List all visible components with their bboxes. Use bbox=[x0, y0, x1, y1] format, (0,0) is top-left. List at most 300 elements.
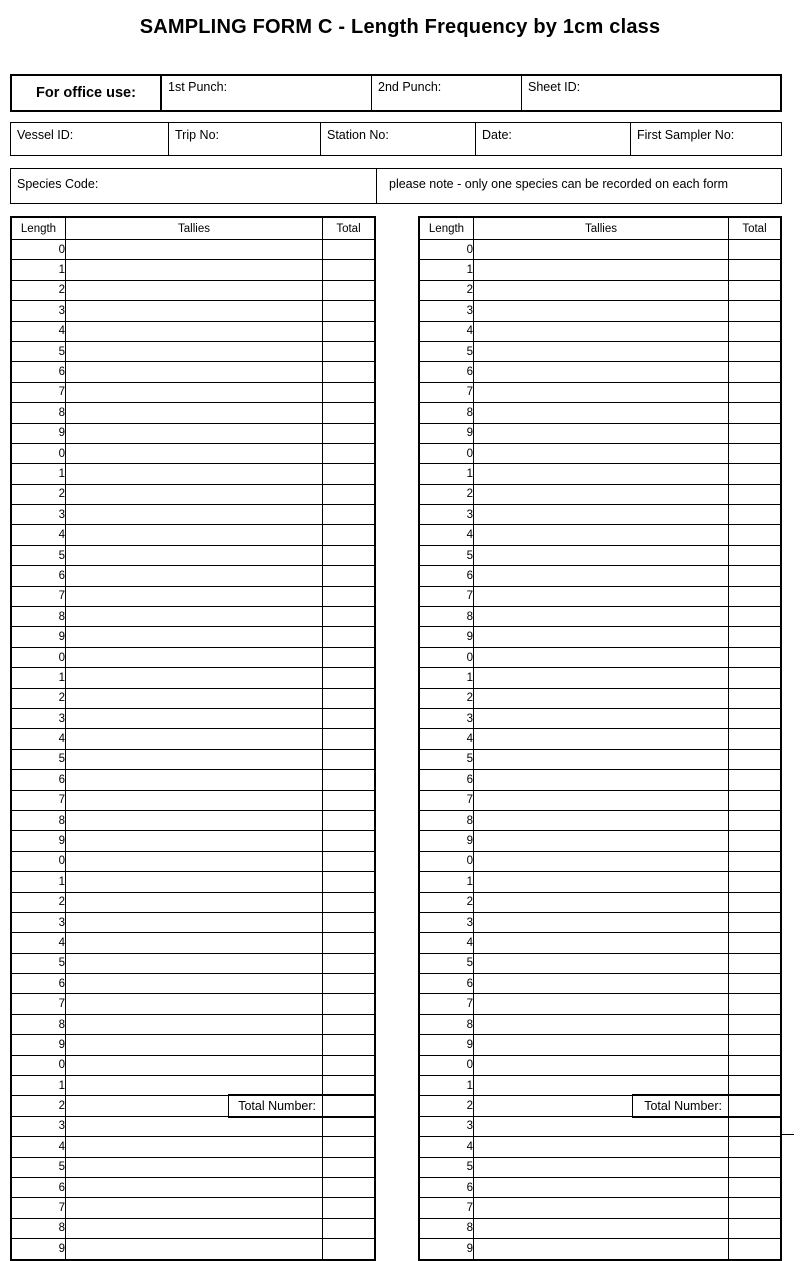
total-cell[interactable] bbox=[323, 464, 375, 484]
table-row bbox=[12, 607, 375, 627]
tallies-cell[interactable] bbox=[474, 994, 729, 1014]
tallies-cell[interactable] bbox=[474, 566, 729, 586]
table-row bbox=[420, 912, 781, 932]
total-cell[interactable] bbox=[729, 1035, 781, 1055]
tallies-cell[interactable] bbox=[474, 912, 729, 932]
table-row bbox=[12, 708, 375, 728]
length-cell: 8 bbox=[420, 1218, 474, 1238]
tallies-cell[interactable] bbox=[66, 566, 323, 586]
total-cell[interactable] bbox=[729, 872, 781, 892]
length-cell: 9 bbox=[12, 423, 66, 443]
total-cell[interactable] bbox=[323, 892, 375, 912]
tallies-cell[interactable] bbox=[66, 1157, 323, 1177]
tallies-cell[interactable] bbox=[66, 647, 323, 667]
total-cell[interactable] bbox=[729, 912, 781, 932]
tallies-cell[interactable] bbox=[66, 790, 323, 810]
length-cell: 3 bbox=[12, 301, 66, 321]
total-number-input-left[interactable] bbox=[323, 1095, 375, 1117]
total-cell[interactable] bbox=[323, 708, 375, 728]
total-cell[interactable] bbox=[323, 1177, 375, 1197]
length-cell: 3 bbox=[12, 1116, 66, 1136]
tallies-cell[interactable] bbox=[66, 770, 323, 790]
length-cell: 6 bbox=[420, 974, 474, 994]
tallies-cell[interactable] bbox=[474, 627, 729, 647]
total-cell[interactable] bbox=[729, 831, 781, 851]
tallies-cell[interactable] bbox=[66, 668, 323, 688]
total-number-left bbox=[228, 1094, 376, 1118]
length-cell: 9 bbox=[420, 423, 474, 443]
tallies-cell[interactable] bbox=[474, 729, 729, 749]
tallies-cell[interactable] bbox=[66, 382, 323, 402]
total-cell[interactable] bbox=[729, 382, 781, 402]
total-cell[interactable] bbox=[323, 831, 375, 851]
length-cell: 8 bbox=[12, 810, 66, 830]
tallies-cell[interactable] bbox=[474, 301, 729, 321]
table-row bbox=[420, 749, 781, 769]
total-cell[interactable] bbox=[729, 607, 781, 627]
length-cell: 5 bbox=[420, 749, 474, 769]
table-row bbox=[12, 1198, 375, 1218]
total-cell[interactable] bbox=[323, 872, 375, 892]
length-cell: 0 bbox=[12, 851, 66, 871]
total-cell[interactable] bbox=[729, 341, 781, 361]
total-cell[interactable] bbox=[323, 749, 375, 769]
tallies-cell[interactable] bbox=[474, 280, 729, 300]
table-row bbox=[12, 790, 375, 810]
length-cell: 1 bbox=[420, 668, 474, 688]
tallies-cell[interactable] bbox=[66, 1035, 323, 1055]
total-cell[interactable] bbox=[729, 1055, 781, 1075]
tallies-cell[interactable] bbox=[474, 1055, 729, 1075]
tallies-cell[interactable] bbox=[66, 443, 323, 463]
table-row bbox=[12, 464, 375, 484]
total-cell[interactable] bbox=[323, 1239, 375, 1259]
total-cell[interactable] bbox=[323, 382, 375, 402]
tallies-cell[interactable] bbox=[66, 1055, 323, 1075]
total-cell[interactable] bbox=[729, 240, 781, 260]
total-cell[interactable] bbox=[323, 729, 375, 749]
tallies-cell[interactable] bbox=[66, 851, 323, 871]
table-row bbox=[420, 464, 781, 484]
table-row bbox=[420, 566, 781, 586]
length-cell: 8 bbox=[12, 1218, 66, 1238]
total-cell[interactable] bbox=[729, 260, 781, 280]
tallies-cell[interactable] bbox=[474, 770, 729, 790]
tallies-cell[interactable] bbox=[474, 1239, 729, 1259]
tallies-cell[interactable] bbox=[474, 240, 729, 260]
total-cell[interactable] bbox=[729, 362, 781, 382]
tallies-cell[interactable] bbox=[66, 1014, 323, 1034]
total-cell[interactable] bbox=[323, 627, 375, 647]
table-row bbox=[12, 403, 375, 423]
tallies-cell[interactable] bbox=[66, 301, 323, 321]
trip-no-field[interactable]: Trip No: bbox=[169, 123, 321, 155]
tallies-cell[interactable] bbox=[474, 851, 729, 871]
total-cell[interactable] bbox=[729, 1218, 781, 1238]
total-cell[interactable] bbox=[323, 484, 375, 504]
total-cell[interactable] bbox=[323, 953, 375, 973]
tallies-cell[interactable] bbox=[474, 484, 729, 504]
tallies-cell[interactable] bbox=[474, 688, 729, 708]
tallies-cell[interactable] bbox=[66, 260, 323, 280]
tallies-cell[interactable] bbox=[66, 729, 323, 749]
tallies-cell[interactable] bbox=[474, 382, 729, 402]
total-cell[interactable] bbox=[323, 362, 375, 382]
total-cell[interactable] bbox=[323, 545, 375, 565]
tallies-cell[interactable] bbox=[66, 1137, 323, 1157]
total-cell[interactable] bbox=[323, 586, 375, 606]
tallies-cell[interactable] bbox=[474, 1076, 729, 1096]
length-cell: 4 bbox=[420, 525, 474, 545]
total-cell[interactable] bbox=[323, 810, 375, 830]
length-cell: 1 bbox=[12, 260, 66, 280]
length-cell: 7 bbox=[420, 586, 474, 606]
length-cell: 8 bbox=[420, 1014, 474, 1034]
table-row bbox=[420, 729, 781, 749]
length-cell: 2 bbox=[12, 1096, 66, 1116]
length-cell: 7 bbox=[420, 382, 474, 402]
table-row bbox=[420, 545, 781, 565]
table-row bbox=[12, 933, 375, 953]
total-number-input-right[interactable] bbox=[729, 1095, 781, 1117]
total-cell[interactable] bbox=[729, 464, 781, 484]
tallies-cell[interactable] bbox=[66, 321, 323, 341]
tallies-cell[interactable] bbox=[474, 1218, 729, 1238]
table-row bbox=[420, 790, 781, 810]
tallies-cell[interactable] bbox=[474, 1177, 729, 1197]
tallies-cell[interactable] bbox=[474, 443, 729, 463]
total-cell[interactable] bbox=[729, 790, 781, 810]
table-row bbox=[420, 301, 781, 321]
total-cell[interactable] bbox=[729, 280, 781, 300]
total-cell[interactable] bbox=[323, 912, 375, 932]
total-number-label: Total Number: bbox=[633, 1095, 729, 1117]
table-row bbox=[420, 872, 781, 892]
date-field[interactable]: Date: bbox=[476, 123, 631, 155]
table-row bbox=[12, 749, 375, 769]
tallies-cell[interactable] bbox=[474, 341, 729, 361]
length-cell: 8 bbox=[420, 403, 474, 423]
tallies-cell[interactable] bbox=[66, 831, 323, 851]
total-cell[interactable] bbox=[729, 484, 781, 504]
total-cell[interactable] bbox=[323, 341, 375, 361]
total-cell[interactable] bbox=[729, 749, 781, 769]
table-row bbox=[12, 953, 375, 973]
length-cell: 6 bbox=[12, 566, 66, 586]
total-cell[interactable] bbox=[729, 1239, 781, 1259]
table-row bbox=[12, 1157, 375, 1177]
total-cell[interactable] bbox=[323, 1137, 375, 1157]
total-cell[interactable] bbox=[729, 443, 781, 463]
total-cell[interactable] bbox=[323, 301, 375, 321]
table-row bbox=[12, 566, 375, 586]
tallies-cell[interactable] bbox=[474, 260, 729, 280]
tallies-cell[interactable] bbox=[474, 647, 729, 667]
total-cell[interactable] bbox=[323, 1076, 375, 1096]
total-cell[interactable] bbox=[323, 790, 375, 810]
total-cell[interactable] bbox=[729, 566, 781, 586]
tallies-cell[interactable] bbox=[66, 953, 323, 973]
total-cell[interactable] bbox=[323, 688, 375, 708]
header-tallies: Tallies bbox=[66, 218, 323, 240]
tallies-cell[interactable] bbox=[474, 831, 729, 851]
table-row bbox=[12, 688, 375, 708]
total-cell[interactable] bbox=[323, 280, 375, 300]
second-punch-field[interactable]: 2nd Punch: bbox=[372, 76, 522, 110]
vessel-details-row bbox=[10, 122, 782, 156]
table-row bbox=[420, 1116, 781, 1136]
total-cell[interactable] bbox=[729, 974, 781, 994]
total-cell[interactable] bbox=[729, 770, 781, 790]
header-length: Length bbox=[12, 218, 66, 240]
tallies-cell[interactable] bbox=[474, 872, 729, 892]
first-punch-field[interactable]: 1st Punch: bbox=[162, 76, 372, 110]
tallies-cell[interactable] bbox=[474, 1035, 729, 1055]
tallies-cell[interactable] bbox=[474, 790, 729, 810]
tallies-cell[interactable] bbox=[474, 505, 729, 525]
total-cell[interactable] bbox=[323, 1218, 375, 1238]
table-header-row bbox=[420, 218, 781, 240]
tallies-cell[interactable] bbox=[66, 240, 323, 260]
tallies-cell[interactable] bbox=[66, 1218, 323, 1238]
length-cell: 6 bbox=[420, 362, 474, 382]
total-cell[interactable] bbox=[323, 933, 375, 953]
tallies-cell[interactable] bbox=[474, 810, 729, 830]
tallies-cell[interactable] bbox=[474, 953, 729, 973]
tallies-cell[interactable] bbox=[474, 1137, 729, 1157]
table-row bbox=[420, 362, 781, 382]
length-cell: 2 bbox=[12, 280, 66, 300]
total-cell[interactable] bbox=[323, 994, 375, 1014]
length-cell: 2 bbox=[420, 892, 474, 912]
first-sampler-no-field[interactable]: First Sampler No: bbox=[637, 128, 735, 142]
length-cell: 0 bbox=[420, 1055, 474, 1075]
tallies-cell[interactable] bbox=[66, 586, 323, 606]
tallies-cell[interactable] bbox=[474, 464, 729, 484]
total-cell[interactable] bbox=[729, 994, 781, 1014]
tallies-cell[interactable] bbox=[474, 892, 729, 912]
total-cell[interactable] bbox=[729, 1014, 781, 1034]
table-row bbox=[420, 525, 781, 545]
tallies-cell[interactable] bbox=[474, 1157, 729, 1177]
tallies-cell[interactable] bbox=[66, 280, 323, 300]
total-cell[interactable] bbox=[323, 321, 375, 341]
tallies-cell[interactable] bbox=[66, 810, 323, 830]
table-row bbox=[420, 1035, 781, 1055]
length-cell: 5 bbox=[12, 545, 66, 565]
total-cell[interactable] bbox=[323, 1035, 375, 1055]
tallies-cell[interactable] bbox=[474, 403, 729, 423]
total-cell[interactable] bbox=[729, 301, 781, 321]
table-row bbox=[12, 1014, 375, 1034]
length-cell: 9 bbox=[12, 1035, 66, 1055]
total-cell[interactable] bbox=[729, 953, 781, 973]
tallies-cell[interactable] bbox=[474, 708, 729, 728]
total-cell[interactable] bbox=[729, 1157, 781, 1177]
tallies-cell[interactable] bbox=[66, 607, 323, 627]
length-cell: 1 bbox=[420, 464, 474, 484]
total-cell[interactable] bbox=[729, 321, 781, 341]
total-cell[interactable] bbox=[323, 505, 375, 525]
tallies-cell[interactable] bbox=[474, 321, 729, 341]
total-cell[interactable] bbox=[729, 1076, 781, 1096]
table-row bbox=[12, 1239, 375, 1259]
length-cell: 5 bbox=[420, 1157, 474, 1177]
length-cell: 7 bbox=[420, 790, 474, 810]
tallies-cell[interactable] bbox=[474, 423, 729, 443]
length-cell: 9 bbox=[12, 1239, 66, 1259]
tallies-cell[interactable] bbox=[66, 1076, 323, 1096]
tallies-cell[interactable] bbox=[66, 1239, 323, 1259]
total-cell[interactable] bbox=[323, 403, 375, 423]
length-cell: 3 bbox=[12, 708, 66, 728]
total-cell[interactable] bbox=[729, 647, 781, 667]
species-code-field[interactable]: Species Code: bbox=[11, 169, 377, 203]
total-cell[interactable] bbox=[729, 688, 781, 708]
total-cell[interactable] bbox=[729, 851, 781, 871]
length-cell: 8 bbox=[420, 607, 474, 627]
tallies-cell[interactable] bbox=[66, 545, 323, 565]
total-cell[interactable] bbox=[323, 525, 375, 545]
total-cell[interactable] bbox=[729, 708, 781, 728]
total-cell[interactable] bbox=[323, 647, 375, 667]
tallies-cell[interactable] bbox=[66, 912, 323, 932]
tallies-cell[interactable] bbox=[66, 423, 323, 443]
total-cell[interactable] bbox=[323, 1157, 375, 1177]
table-row bbox=[420, 321, 781, 341]
tallies-cell[interactable] bbox=[66, 1177, 323, 1197]
table-row bbox=[12, 1218, 375, 1238]
total-cell[interactable] bbox=[729, 668, 781, 688]
length-cell: 3 bbox=[12, 505, 66, 525]
total-cell[interactable] bbox=[323, 240, 375, 260]
tallies-cell[interactable] bbox=[66, 627, 323, 647]
tallies-cell[interactable] bbox=[66, 708, 323, 728]
total-cell[interactable] bbox=[729, 1198, 781, 1218]
total-cell[interactable] bbox=[323, 770, 375, 790]
tallies-cell[interactable] bbox=[474, 1198, 729, 1218]
length-cell: 1 bbox=[420, 260, 474, 280]
tallies-cell[interactable] bbox=[474, 525, 729, 545]
total-cell[interactable] bbox=[729, 525, 781, 545]
tallies-cell[interactable] bbox=[66, 341, 323, 361]
tallies-cell[interactable] bbox=[66, 892, 323, 912]
tallies-cell[interactable] bbox=[474, 668, 729, 688]
table-row bbox=[12, 301, 375, 321]
tallies-cell[interactable] bbox=[66, 1116, 323, 1136]
length-cell: 2 bbox=[12, 688, 66, 708]
total-cell[interactable] bbox=[729, 729, 781, 749]
total-cell[interactable] bbox=[323, 443, 375, 463]
total-cell[interactable] bbox=[323, 260, 375, 280]
tallies-cell[interactable] bbox=[66, 688, 323, 708]
tallies-cell[interactable] bbox=[66, 464, 323, 484]
total-cell[interactable] bbox=[729, 403, 781, 423]
total-cell[interactable] bbox=[729, 505, 781, 525]
total-cell[interactable] bbox=[323, 851, 375, 871]
tallies-cell[interactable] bbox=[66, 403, 323, 423]
length-cell: 8 bbox=[420, 810, 474, 830]
office-use-row bbox=[10, 74, 782, 112]
tallies-cell[interactable] bbox=[66, 1198, 323, 1218]
total-cell[interactable] bbox=[729, 627, 781, 647]
length-cell: 9 bbox=[12, 627, 66, 647]
table-row bbox=[12, 362, 375, 382]
table-row bbox=[420, 240, 781, 260]
total-cell[interactable] bbox=[323, 974, 375, 994]
total-cell[interactable] bbox=[729, 933, 781, 953]
tallies-cell[interactable] bbox=[474, 586, 729, 606]
total-cell[interactable] bbox=[323, 1198, 375, 1218]
total-cell[interactable] bbox=[323, 423, 375, 443]
table-row bbox=[12, 994, 375, 1014]
total-cell[interactable] bbox=[729, 892, 781, 912]
total-cell[interactable] bbox=[729, 1177, 781, 1197]
tallies-cell[interactable] bbox=[66, 525, 323, 545]
table-row bbox=[420, 810, 781, 830]
tallies-cell[interactable] bbox=[474, 933, 729, 953]
length-cell: 2 bbox=[420, 1096, 474, 1116]
tallies-cell[interactable] bbox=[66, 749, 323, 769]
sheet-id-field[interactable]: Sheet ID: bbox=[528, 80, 581, 94]
length-cell: 0 bbox=[12, 647, 66, 667]
total-cell[interactable] bbox=[323, 607, 375, 627]
table-row bbox=[12, 382, 375, 402]
tallies-cell[interactable] bbox=[66, 484, 323, 504]
tallies-cell[interactable] bbox=[66, 872, 323, 892]
tallies-cell[interactable] bbox=[66, 933, 323, 953]
total-cell[interactable] bbox=[323, 668, 375, 688]
length-cell: 4 bbox=[12, 729, 66, 749]
total-cell[interactable] bbox=[323, 566, 375, 586]
tallies-cell[interactable] bbox=[474, 1116, 729, 1136]
table-row bbox=[12, 1035, 375, 1055]
total-cell[interactable] bbox=[323, 1014, 375, 1034]
total-cell[interactable] bbox=[729, 1116, 781, 1136]
total-cell[interactable] bbox=[729, 423, 781, 443]
station-no-field[interactable]: Station No: bbox=[321, 123, 476, 155]
tallies-cell[interactable] bbox=[474, 362, 729, 382]
length-cell: 4 bbox=[420, 321, 474, 341]
total-cell[interactable] bbox=[729, 586, 781, 606]
tallies-cell[interactable] bbox=[474, 974, 729, 994]
total-cell[interactable] bbox=[729, 810, 781, 830]
total-cell[interactable] bbox=[729, 545, 781, 565]
total-cell[interactable] bbox=[323, 1055, 375, 1075]
tallies-cell[interactable] bbox=[66, 505, 323, 525]
table-row bbox=[420, 770, 781, 790]
length-cell: 6 bbox=[12, 362, 66, 382]
tallies-cell[interactable] bbox=[66, 974, 323, 994]
table-row bbox=[420, 994, 781, 1014]
table-row bbox=[420, 851, 781, 871]
vessel-id-field[interactable]: Vessel ID: bbox=[11, 123, 169, 155]
table-row bbox=[12, 974, 375, 994]
length-cell: 2 bbox=[420, 484, 474, 504]
tallies-cell[interactable] bbox=[66, 362, 323, 382]
total-cell[interactable] bbox=[729, 1137, 781, 1157]
total-cell[interactable] bbox=[323, 1116, 375, 1136]
length-cell: 2 bbox=[420, 280, 474, 300]
tallies-cell[interactable] bbox=[474, 749, 729, 769]
species-note: please note - only one species can be recorded on each form bbox=[389, 177, 729, 191]
tallies-cell[interactable] bbox=[474, 607, 729, 627]
tallies-cell[interactable] bbox=[474, 1014, 729, 1034]
table-row bbox=[12, 872, 375, 892]
table-row bbox=[12, 831, 375, 851]
tallies-cell[interactable] bbox=[474, 545, 729, 565]
tallies-cell[interactable] bbox=[66, 994, 323, 1014]
